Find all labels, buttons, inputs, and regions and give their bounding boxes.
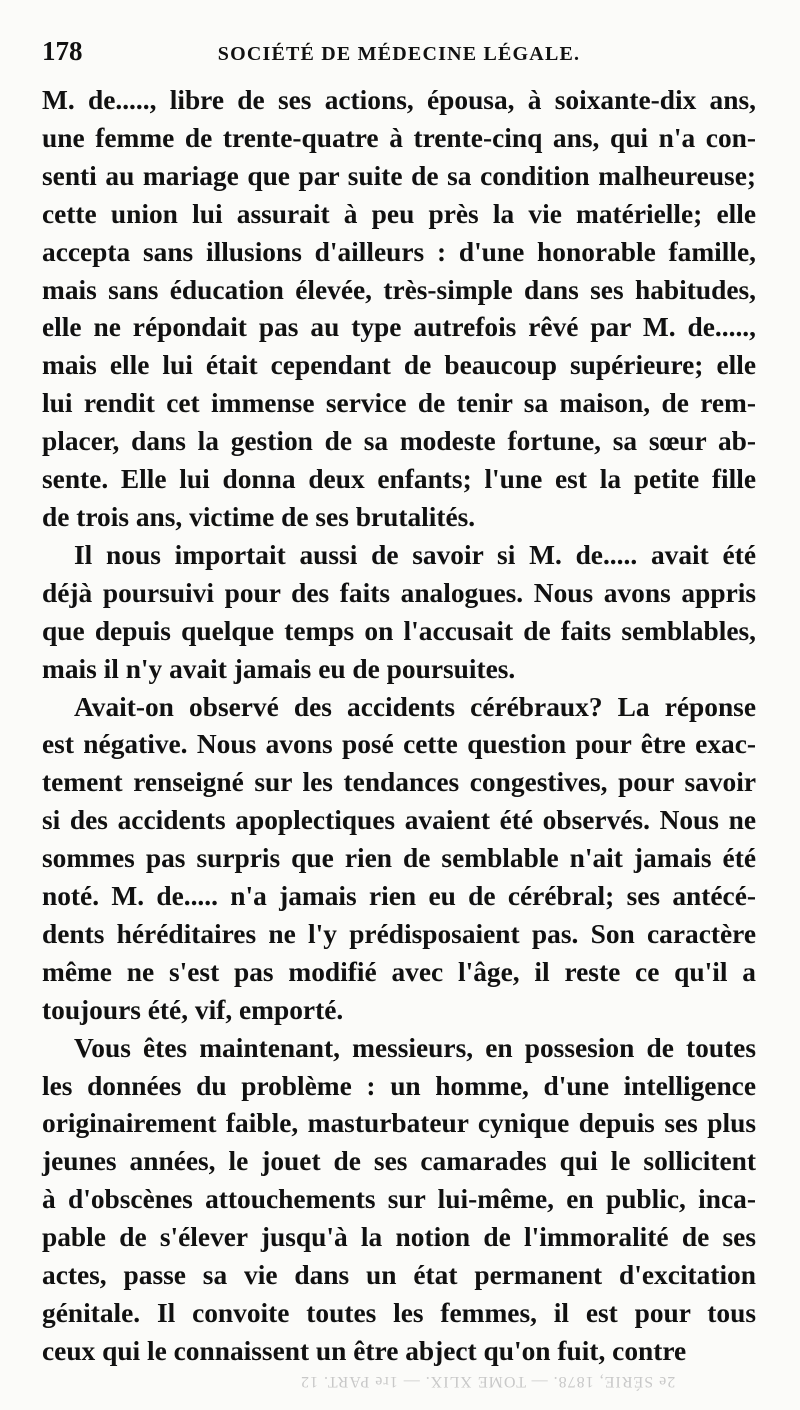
paragraph [42, 1030, 756, 1371]
text-line: les données du problème : un homme, d'une intelligence [42, 1070, 756, 1101]
text-line: dents héréditaires ne l'y prédisposaient pas. Son caractère [42, 918, 756, 949]
text-line: sommes pas surpris que rien de semblable n'ait jamais été [42, 843, 756, 874]
text-line: Vous êtes maintenant, messieurs, en possesion de toutes [74, 1032, 756, 1063]
text-line: génitale. Il convoite toutes les femmes, il est pour tous [42, 1298, 756, 1328]
text-line: accepta sans illusions d'ailleurs : d'une honorable famille, [42, 236, 756, 267]
text-line: sente. Elle lui donna deux enfants; l'une est la petite fille [42, 464, 756, 495]
text-line: même ne s'est pas modifié avec l'âge, il reste ce qu'il a [42, 956, 756, 987]
text-line: originairement faible, masturbateur cynique depuis ses plus [42, 1108, 756, 1139]
paragraph [42, 82, 756, 537]
text-line: si des accidents apoplectiques avaient été observés. Nous ne [42, 805, 756, 836]
running-head [42, 36, 756, 76]
text-line: jeunes années, le jouet de ses camarades qui le sollicitent [42, 1146, 756, 1177]
text-line: actes, passe sa vie dans un état permanent d'excitation [42, 1260, 756, 1291]
text-line: cette union lui assurait à peu près la vie matérielle; elle [42, 198, 756, 229]
text-line: mais il n'y avait jamais eu de poursuites. [42, 653, 516, 684]
paragraph [42, 689, 756, 1030]
text-line: senti au mariage que par suite de sa condition malheureuse; [42, 160, 756, 191]
text-line: mais elle lui était cependant de beaucoup supérieure; elle [42, 350, 756, 381]
text-line: lui rendit cet immense service de tenir sa maison, de rem- [42, 388, 756, 419]
text-line: ceux qui le connaissent un être abject qu'on fuit, contre [42, 1335, 687, 1366]
paragraph [42, 537, 756, 689]
page-number: 178 [42, 36, 83, 66]
text-line: elle ne répondait pas au type autrefois rêvé par M. de....., [42, 312, 756, 343]
text-line: est négative. Nous avons posé cette question pour être exac- [42, 729, 756, 760]
text-line: tement renseigné sur les tendances congestives, pour savoir [42, 767, 756, 798]
text-line: déjà poursuivi pour des faits analogues. Nous avons appris [42, 577, 756, 608]
text-line: que depuis quelque temps on l'accusait de faits semblables, [42, 615, 756, 646]
text-line: mais sans éducation élevée, très-simple dans ses habitudes, [42, 274, 756, 305]
text-line: à d'obscènes attouchements sur lui-même, en public, inca- [42, 1184, 756, 1215]
text-line: une femme de trente-quatre à trente-cinq ans, qui n'a con- [42, 122, 756, 153]
text-line: Il nous importait aussi de savoir si M. de..... avait été [74, 539, 756, 570]
text-line: Avait-on observé des accidents cérébraux? La réponse [74, 691, 756, 722]
text-line: de trois ans, victime de ses brutalités. [42, 501, 476, 532]
text-line: toujours été, vif, emporté. [42, 994, 344, 1025]
running-title: SOCIÉTÉ DE MÉDECINE LÉGALE. [217, 43, 581, 65]
body-text [42, 82, 756, 1371]
text-line: pable de s'élever jusqu'à la notion de l'immoralité de ses [42, 1222, 756, 1253]
text-line: placer, dans la gestion de sa modeste fortune, sa sœur ab- [42, 426, 756, 457]
bleed-through-footer: 2e SÉRIE, 1878. — TOME XLIX. — 1re PART. 12 [300, 1373, 676, 1390]
text-line: M. de....., libre de ses actions, épousa, à soixante-dix ans, [42, 85, 756, 115]
text-line: noté. M. de..... n'a jamais rien eu de cérébral; ses antécé- [42, 881, 756, 912]
